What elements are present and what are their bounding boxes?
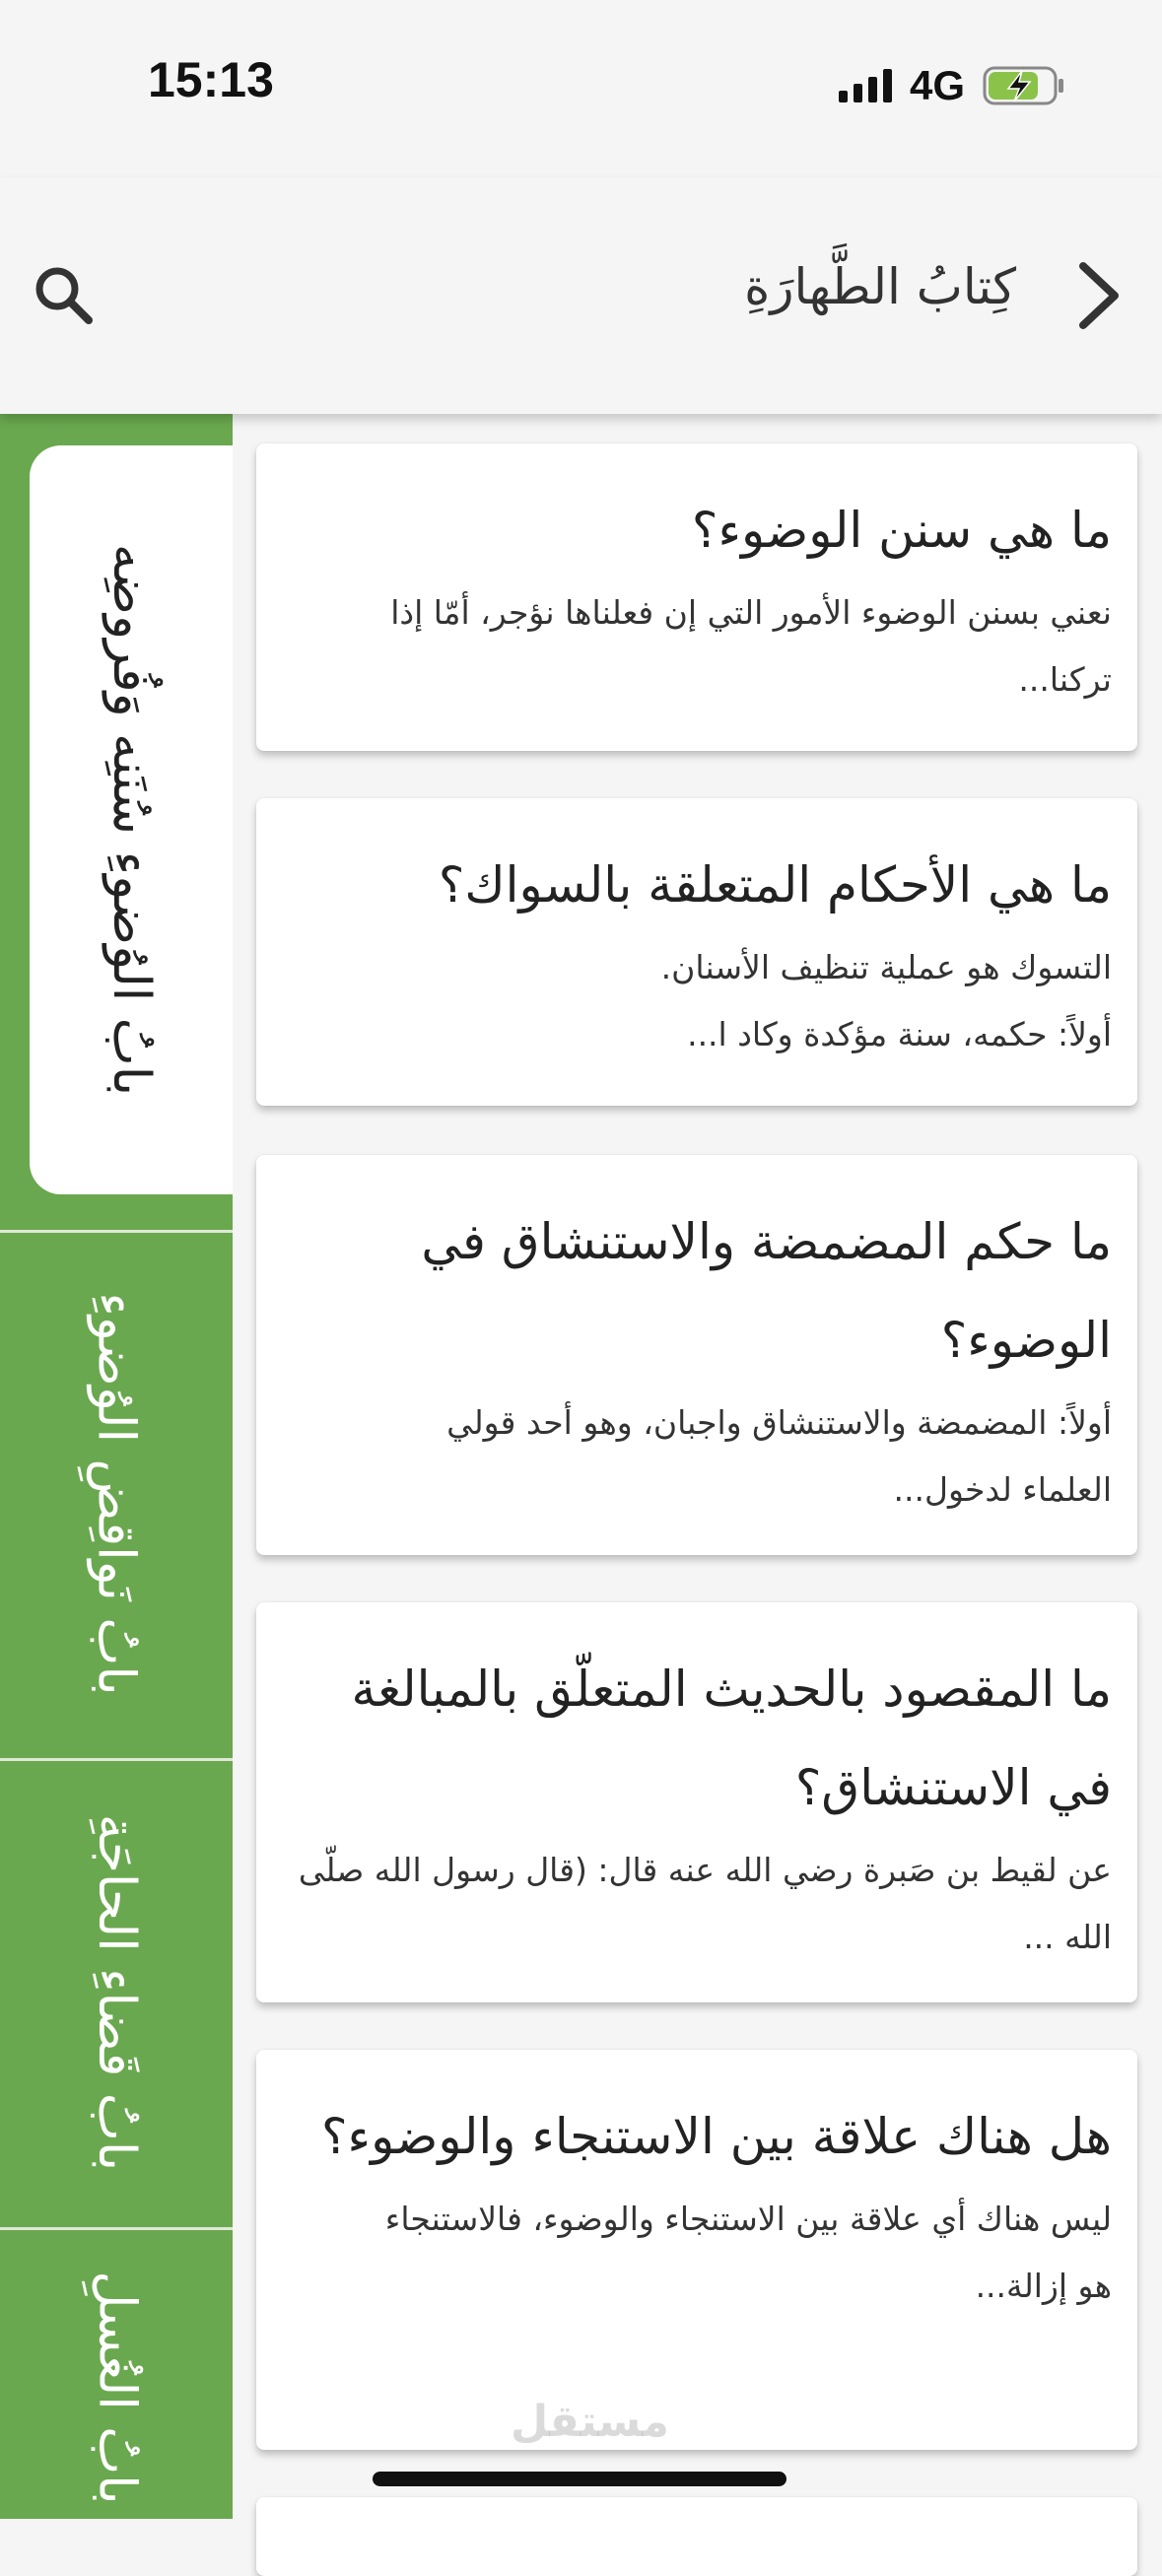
sidebar-tab-qada-alhaja[interactable] xyxy=(0,1761,233,2224)
card-title: ما هي الأحكام المتعلقة بالسواك؟ xyxy=(438,856,1112,914)
list-item[interactable] xyxy=(256,2497,1137,2576)
list-item[interactable] xyxy=(256,443,1137,751)
battery-charging-icon xyxy=(983,65,1065,106)
card-snippet: أولاً: المضمضة والاستنشاق واجبان، وهو أحد قولي العلماء لدخول... xyxy=(446,1403,1112,1509)
sidebar-tab-ghusl[interactable] xyxy=(0,2230,233,2519)
list-item[interactable] xyxy=(256,798,1137,1106)
card-title: هل هناك علاقة بين الاستنجاء والوضوء؟ xyxy=(321,2108,1112,2165)
section-sidebar xyxy=(0,414,233,2519)
status-icons xyxy=(839,61,1065,110)
card-snippet: ليس هناك أي علاقة بين الاستنجاء والوضوء، فالاستنجاء هو إزالة... xyxy=(384,2200,1112,2305)
card-title: ما حكم المضمضة والاستنشاق في الوضوء؟ xyxy=(421,1213,1112,1369)
card-snippet: نعني بسنن الوضوء الأمور التي إن فعلناها نؤجر، أمّا إذا تركنا... xyxy=(390,593,1112,699)
signal-icon xyxy=(839,69,892,102)
sidebar-tab-nawaqid[interactable] xyxy=(0,1233,233,1755)
card-snippet: عن لقيط بن صَبرة رضي الله عنه قال: (قال رسول الله صلّى الله ... xyxy=(298,1851,1112,1956)
list-item[interactable] xyxy=(256,1155,1137,1555)
page-title: كِتابُ الطَّهارَةِ xyxy=(744,258,1016,315)
list-item[interactable] xyxy=(256,1602,1137,2002)
list-item[interactable] xyxy=(256,2050,1137,2450)
search-icon[interactable] xyxy=(30,261,99,330)
chevron-right-icon[interactable] xyxy=(1063,258,1132,333)
status-time: 15:13 xyxy=(148,52,274,107)
sidebar-tab-label: بابُ نَواقِضِ الوُضوءِ xyxy=(87,1292,147,1696)
card-snippet: التسوك هو عملية تنظيف الأسنان. أولاً: حكمه، سنة مؤكدة وكاد ا... xyxy=(660,948,1112,1053)
watermark-logo: مستقل xyxy=(511,2397,669,2447)
card-title: ما هي سنن الوضوء؟ xyxy=(691,502,1112,559)
sidebar-tab-label: بابُ الغُسلِ xyxy=(87,2271,147,2505)
sidebar-tab-label: بابُ قَضاءِ الحاجَةِ xyxy=(87,1813,146,2172)
sidebar-tab-label: بابُ الوُضوءِ سُنَنِه وَفُروضِه xyxy=(102,543,161,1097)
network-type: 4G xyxy=(909,62,965,108)
card-title: ما المقصود بالحديث المتعلّق بالمبالغة في الاستنشاق؟ xyxy=(351,1661,1112,1816)
status-bar xyxy=(0,0,1162,177)
home-indicator[interactable] xyxy=(373,2472,786,2486)
sidebar-tab-wudu[interactable] xyxy=(30,445,233,1194)
